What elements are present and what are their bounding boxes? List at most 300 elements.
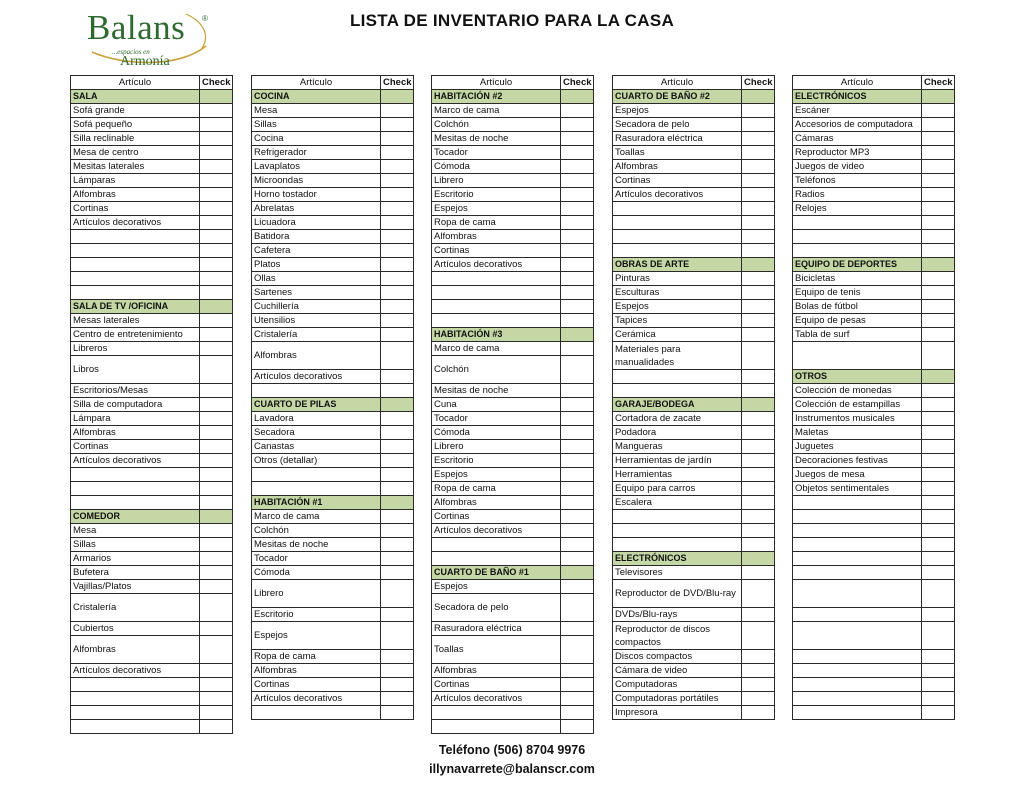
- check-cell[interactable]: [742, 230, 775, 244]
- table-row: [793, 118, 955, 132]
- check-cell[interactable]: [200, 132, 233, 146]
- check-cell[interactable]: [742, 146, 775, 160]
- check-cell[interactable]: [922, 132, 955, 146]
- item-cell: Colchón: [432, 356, 561, 384]
- check-cell[interactable]: [742, 244, 775, 258]
- table-row: [432, 524, 594, 538]
- section-header-row: [793, 90, 955, 104]
- check-cell[interactable]: [200, 552, 233, 566]
- table-row: [793, 580, 955, 608]
- table-row: [252, 510, 414, 524]
- check-cell[interactable]: [742, 622, 775, 650]
- item-cell: Cómoda: [252, 566, 381, 580]
- check-cell[interactable]: [381, 188, 414, 202]
- check-cell[interactable]: [381, 566, 414, 580]
- check-column-header: Check: [922, 76, 955, 90]
- check-cell[interactable]: [742, 482, 775, 496]
- check-cell[interactable]: [561, 132, 594, 146]
- check-cell[interactable]: [561, 720, 594, 734]
- table-row: [432, 664, 594, 678]
- check-cell[interactable]: [561, 230, 594, 244]
- item-cell: [252, 482, 381, 496]
- check-cell[interactable]: [561, 398, 594, 412]
- table-row: [252, 118, 414, 132]
- check-cell[interactable]: [200, 384, 233, 398]
- check-cell[interactable]: [381, 118, 414, 132]
- check-cell[interactable]: [922, 146, 955, 160]
- check-cell[interactable]: [381, 244, 414, 258]
- check-cell[interactable]: [742, 412, 775, 426]
- table-row: [432, 552, 594, 566]
- check-cell[interactable]: [381, 300, 414, 314]
- table-row: [71, 342, 233, 356]
- check-cell[interactable]: [561, 314, 594, 328]
- check-cell[interactable]: [561, 678, 594, 692]
- check-cell[interactable]: [561, 160, 594, 174]
- check-cell[interactable]: [742, 118, 775, 132]
- check-cell[interactable]: [200, 594, 233, 622]
- check-cell[interactable]: [742, 342, 775, 370]
- check-cell[interactable]: [381, 132, 414, 146]
- check-cell[interactable]: [742, 706, 775, 720]
- table-row: [432, 622, 594, 636]
- check-cell[interactable]: [922, 622, 955, 650]
- section-title: OTROS: [793, 370, 922, 384]
- check-cell[interactable]: [381, 468, 414, 482]
- check-cell: [200, 300, 233, 314]
- check-cell[interactable]: [200, 636, 233, 664]
- table-row: [793, 496, 955, 510]
- check-cell[interactable]: [742, 286, 775, 300]
- check-cell[interactable]: [922, 580, 955, 608]
- check-cell[interactable]: [742, 664, 775, 678]
- check-cell[interactable]: [742, 468, 775, 482]
- check-cell[interactable]: [200, 482, 233, 496]
- check-cell[interactable]: [200, 468, 233, 482]
- check-cell[interactable]: [922, 440, 955, 454]
- check-cell[interactable]: [381, 342, 414, 370]
- check-cell[interactable]: [561, 440, 594, 454]
- item-cell: Juegos de mesa: [793, 468, 922, 482]
- item-cell: [793, 664, 922, 678]
- item-cell: Secadora de pelo: [613, 118, 742, 132]
- check-cell[interactable]: [200, 188, 233, 202]
- item-cell: Artículos decorativos: [432, 692, 561, 706]
- check-cell[interactable]: [922, 566, 955, 580]
- check-cell[interactable]: [200, 622, 233, 636]
- table-row: [71, 398, 233, 412]
- check-cell[interactable]: [742, 426, 775, 440]
- item-cell: Tapices: [613, 314, 742, 328]
- table-row: [252, 258, 414, 272]
- check-cell[interactable]: [742, 272, 775, 286]
- section-title: HABITACIÓN #1: [252, 496, 381, 510]
- check-cell[interactable]: [742, 328, 775, 342]
- check-cell[interactable]: [742, 300, 775, 314]
- item-cell: Computadoras portátiles: [613, 692, 742, 706]
- check-cell[interactable]: [922, 468, 955, 482]
- check-cell[interactable]: [381, 482, 414, 496]
- check-cell[interactable]: [200, 286, 233, 300]
- table-row: [432, 496, 594, 510]
- check-cell[interactable]: [561, 202, 594, 216]
- check-cell[interactable]: [922, 524, 955, 538]
- check-cell[interactable]: [561, 426, 594, 440]
- check-cell[interactable]: [200, 342, 233, 356]
- check-cell[interactable]: [561, 174, 594, 188]
- item-cell: Lámparas: [71, 174, 200, 188]
- check-cell[interactable]: [381, 454, 414, 468]
- table-row: [793, 272, 955, 286]
- check-cell[interactable]: [561, 664, 594, 678]
- check-cell[interactable]: [922, 188, 955, 202]
- check-cell[interactable]: [561, 342, 594, 356]
- check-cell[interactable]: [922, 398, 955, 412]
- inventory-table: [70, 75, 233, 734]
- check-cell[interactable]: [200, 314, 233, 328]
- check-cell[interactable]: [200, 146, 233, 160]
- check-cell[interactable]: [381, 146, 414, 160]
- item-cell: Librero: [432, 174, 561, 188]
- check-cell[interactable]: [561, 272, 594, 286]
- check-cell[interactable]: [561, 706, 594, 720]
- check-cell[interactable]: [381, 328, 414, 342]
- check-cell[interactable]: [561, 188, 594, 202]
- check-cell[interactable]: [742, 580, 775, 608]
- check-cell[interactable]: [381, 174, 414, 188]
- item-cell: Libros: [71, 356, 200, 384]
- table-row: [71, 286, 233, 300]
- item-cell: Computadoras: [613, 678, 742, 692]
- check-cell: [742, 90, 775, 104]
- check-cell[interactable]: [561, 104, 594, 118]
- item-cell: Silla de computadora: [71, 398, 200, 412]
- item-cell: Espejos: [613, 104, 742, 118]
- check-cell[interactable]: [381, 678, 414, 692]
- check-cell[interactable]: [742, 370, 775, 384]
- check-cell[interactable]: [561, 622, 594, 636]
- check-cell[interactable]: [742, 496, 775, 510]
- check-cell[interactable]: [742, 608, 775, 622]
- check-cell[interactable]: [200, 426, 233, 440]
- check-cell[interactable]: [200, 328, 233, 342]
- check-cell[interactable]: [561, 468, 594, 482]
- table-row: [252, 286, 414, 300]
- table-row: [71, 146, 233, 160]
- item-cell: Vajillas/Platos: [71, 580, 200, 594]
- check-cell[interactable]: [922, 538, 955, 552]
- section-header-row: [613, 90, 775, 104]
- check-cell[interactable]: [922, 454, 955, 468]
- check-cell[interactable]: [381, 692, 414, 706]
- check-cell[interactable]: [381, 230, 414, 244]
- table-row: [71, 720, 233, 734]
- check-cell[interactable]: [922, 706, 955, 720]
- item-cell: Libreros: [71, 342, 200, 356]
- check-cell[interactable]: [922, 174, 955, 188]
- check-cell[interactable]: [200, 692, 233, 706]
- check-cell[interactable]: [200, 706, 233, 720]
- check-cell[interactable]: [561, 258, 594, 272]
- check-cell[interactable]: [922, 384, 955, 398]
- check-cell[interactable]: [381, 552, 414, 566]
- item-cell: Artículos decorativos: [432, 258, 561, 272]
- check-cell[interactable]: [561, 594, 594, 622]
- item-cell: Secadora de pelo: [432, 594, 561, 622]
- check-cell[interactable]: [922, 300, 955, 314]
- item-cell: [432, 552, 561, 566]
- item-cell: Horno tostador: [252, 188, 381, 202]
- check-cell[interactable]: [200, 230, 233, 244]
- section-title: CUARTO DE PILAS: [252, 398, 381, 412]
- check-cell[interactable]: [922, 650, 955, 664]
- check-cell[interactable]: [742, 160, 775, 174]
- check-cell[interactable]: [561, 482, 594, 496]
- check-cell[interactable]: [561, 496, 594, 510]
- check-cell[interactable]: [381, 510, 414, 524]
- check-cell[interactable]: [561, 118, 594, 132]
- check-cell[interactable]: [381, 650, 414, 664]
- item-cell: Instrumentos musicales: [793, 412, 922, 426]
- check-cell[interactable]: [922, 510, 955, 524]
- check-cell[interactable]: [922, 678, 955, 692]
- item-cell: [793, 244, 922, 258]
- item-cell: Espejos: [432, 580, 561, 594]
- check-cell[interactable]: [922, 202, 955, 216]
- section-title: COMEDOR: [71, 510, 200, 524]
- check-cell[interactable]: [922, 496, 955, 510]
- table-row: [71, 244, 233, 258]
- check-cell[interactable]: [200, 440, 233, 454]
- check-cell[interactable]: [742, 566, 775, 580]
- table-row: [252, 272, 414, 286]
- check-cell[interactable]: [561, 356, 594, 384]
- check-cell[interactable]: [200, 104, 233, 118]
- table-row: [71, 356, 233, 384]
- check-cell[interactable]: [561, 384, 594, 398]
- check-cell[interactable]: [200, 258, 233, 272]
- check-cell[interactable]: [200, 174, 233, 188]
- check-cell[interactable]: [200, 356, 233, 384]
- table-row: [432, 440, 594, 454]
- check-cell[interactable]: [922, 314, 955, 328]
- item-cell: Colección de monedas: [793, 384, 922, 398]
- check-cell[interactable]: [742, 314, 775, 328]
- check-cell[interactable]: [742, 510, 775, 524]
- item-cell: Marco de cama: [432, 104, 561, 118]
- table-row: [793, 608, 955, 622]
- check-cell[interactable]: [200, 496, 233, 510]
- check-cell[interactable]: [922, 664, 955, 678]
- check-cell[interactable]: [381, 258, 414, 272]
- check-cell[interactable]: [742, 538, 775, 552]
- check-cell[interactable]: [922, 286, 955, 300]
- check-cell[interactable]: [922, 412, 955, 426]
- check-cell[interactable]: [561, 524, 594, 538]
- check-cell[interactable]: [561, 552, 594, 566]
- check-cell[interactable]: [381, 314, 414, 328]
- section-header-row: [252, 90, 414, 104]
- check-cell[interactable]: [381, 286, 414, 300]
- check-cell[interactable]: [561, 286, 594, 300]
- table-row: [613, 566, 775, 580]
- check-cell[interactable]: [381, 216, 414, 230]
- item-cell: Mesitas de noche: [432, 132, 561, 146]
- check-cell[interactable]: [922, 328, 955, 342]
- table-row: [71, 594, 233, 622]
- check-cell[interactable]: [922, 230, 955, 244]
- item-cell: Escritorios/Mesas: [71, 384, 200, 398]
- table-row: [613, 132, 775, 146]
- item-cell: Alfombras: [432, 496, 561, 510]
- check-cell[interactable]: [561, 580, 594, 594]
- check-cell[interactable]: [200, 398, 233, 412]
- check-cell[interactable]: [742, 524, 775, 538]
- item-cell: Tocador: [252, 552, 381, 566]
- check-cell[interactable]: [922, 342, 955, 370]
- table-row: [613, 608, 775, 622]
- item-cell: Tabla de surf: [793, 328, 922, 342]
- check-cell[interactable]: [922, 216, 955, 230]
- check-cell[interactable]: [381, 706, 414, 720]
- check-cell[interactable]: [381, 664, 414, 678]
- inventory-table: [251, 75, 414, 720]
- check-cell: [381, 496, 414, 510]
- check-cell[interactable]: [922, 160, 955, 174]
- check-cell[interactable]: [381, 608, 414, 622]
- table-row: [252, 650, 414, 664]
- check-cell[interactable]: [742, 384, 775, 398]
- table-row: [71, 440, 233, 454]
- check-cell[interactable]: [561, 412, 594, 426]
- check-cell[interactable]: [561, 244, 594, 258]
- item-cell: Sartenes: [252, 286, 381, 300]
- check-cell[interactable]: [922, 272, 955, 286]
- check-cell[interactable]: [381, 160, 414, 174]
- check-cell[interactable]: [200, 720, 233, 734]
- table-row: [252, 482, 414, 496]
- check-cell[interactable]: [922, 244, 955, 258]
- check-cell[interactable]: [381, 622, 414, 650]
- check-cell[interactable]: [742, 650, 775, 664]
- table-row: [252, 440, 414, 454]
- check-cell[interactable]: [200, 538, 233, 552]
- check-cell[interactable]: [200, 160, 233, 174]
- check-cell[interactable]: [561, 300, 594, 314]
- check-cell[interactable]: [200, 678, 233, 692]
- table-row: [252, 244, 414, 258]
- item-cell: [613, 202, 742, 216]
- check-cell[interactable]: [561, 216, 594, 230]
- check-cell[interactable]: [200, 566, 233, 580]
- check-cell[interactable]: [742, 132, 775, 146]
- check-cell[interactable]: [742, 454, 775, 468]
- check-cell[interactable]: [381, 412, 414, 426]
- check-cell[interactable]: [200, 454, 233, 468]
- item-cell: Armarios: [71, 552, 200, 566]
- check-cell[interactable]: [381, 202, 414, 216]
- check-cell[interactable]: [742, 678, 775, 692]
- table-row: [613, 146, 775, 160]
- table-row: [432, 286, 594, 300]
- check-cell[interactable]: [742, 202, 775, 216]
- table-row: [613, 412, 775, 426]
- table-row: [613, 706, 775, 720]
- check-cell: [742, 552, 775, 566]
- check-cell[interactable]: [742, 440, 775, 454]
- table-row: [613, 342, 775, 370]
- check-cell[interactable]: [200, 412, 233, 426]
- check-cell[interactable]: [922, 608, 955, 622]
- table-row: [793, 300, 955, 314]
- check-cell[interactable]: [381, 580, 414, 608]
- check-cell[interactable]: [922, 426, 955, 440]
- table-row: [71, 216, 233, 230]
- check-cell[interactable]: [200, 524, 233, 538]
- item-cell: Librero: [252, 580, 381, 608]
- check-cell[interactable]: [381, 440, 414, 454]
- check-cell[interactable]: [200, 664, 233, 678]
- check-cell[interactable]: [922, 692, 955, 706]
- page-title: LISTA DE INVENTARIO PARA LA CASA: [349, 11, 675, 30]
- check-cell[interactable]: [200, 244, 233, 258]
- check-cell[interactable]: [381, 104, 414, 118]
- item-cell: [252, 468, 381, 482]
- check-cell[interactable]: [381, 524, 414, 538]
- check-cell[interactable]: [561, 510, 594, 524]
- check-cell[interactable]: [561, 636, 594, 664]
- section-header-row: [71, 300, 233, 314]
- check-cell[interactable]: [381, 370, 414, 384]
- item-cell: [252, 384, 381, 398]
- item-cell: [793, 706, 922, 720]
- item-cell: Cubiertos: [71, 622, 200, 636]
- check-cell[interactable]: [742, 174, 775, 188]
- check-cell[interactable]: [381, 426, 414, 440]
- section-title: EQUIPO DE DEPORTES: [793, 258, 922, 272]
- check-cell[interactable]: [561, 454, 594, 468]
- logo-tagline: ...espacios en: [112, 48, 150, 56]
- check-cell[interactable]: [381, 384, 414, 398]
- check-cell[interactable]: [200, 202, 233, 216]
- table-row: [613, 482, 775, 496]
- check-cell[interactable]: [200, 272, 233, 286]
- table-row: [432, 412, 594, 426]
- check-cell[interactable]: [561, 538, 594, 552]
- check-cell[interactable]: [922, 482, 955, 496]
- table-row: [71, 706, 233, 720]
- table-row: [71, 328, 233, 342]
- check-cell[interactable]: [200, 580, 233, 594]
- check-cell[interactable]: [742, 692, 775, 706]
- item-cell: [793, 342, 922, 370]
- check-cell[interactable]: [561, 692, 594, 706]
- check-cell[interactable]: [381, 272, 414, 286]
- logo-wordmark: Balans: [87, 8, 186, 47]
- check-cell[interactable]: [200, 118, 233, 132]
- check-cell[interactable]: [922, 118, 955, 132]
- check-cell[interactable]: [922, 104, 955, 118]
- check-cell[interactable]: [742, 188, 775, 202]
- check-cell: [922, 90, 955, 104]
- check-cell[interactable]: [742, 104, 775, 118]
- check-cell[interactable]: [200, 216, 233, 230]
- check-cell[interactable]: [381, 538, 414, 552]
- check-cell[interactable]: [922, 552, 955, 566]
- check-cell[interactable]: [561, 146, 594, 160]
- check-cell[interactable]: [742, 216, 775, 230]
- check-cell: [561, 566, 594, 580]
